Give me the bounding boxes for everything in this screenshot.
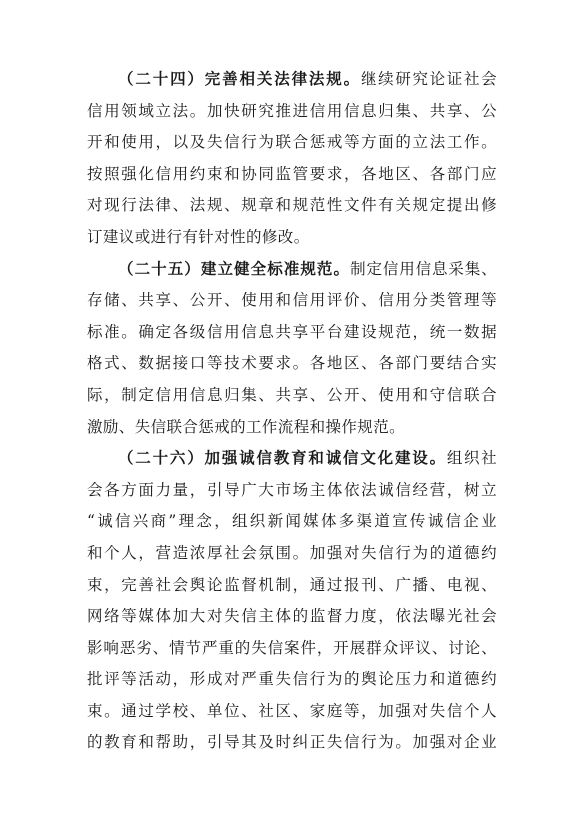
paragraph-24 (87, 64, 497, 254)
document-body (87, 64, 497, 759)
paragraph-line: 的教育和帮助，引导其及时纠正失信行为。加强对企业 (87, 733, 497, 752)
paragraph-line: 存储、共享、公开、使用和信用评价、信用分类管理等 (87, 291, 497, 310)
paragraph-26 (87, 443, 497, 759)
paragraph-line (87, 254, 497, 286)
paragraph-line: 网络等媒体加大对失信主体的监督力度，依法曝光社会 (87, 607, 497, 626)
section-heading: （二十五）建立健全标准规范。 (118, 259, 351, 278)
paragraph-line (87, 64, 497, 96)
paragraph-line (87, 443, 497, 475)
paragraph-text: 制定信用信息采集、 (350, 259, 497, 278)
paragraph-line: 批评等活动，形成对严重失信行为的舆论压力和道德约 (87, 670, 497, 689)
paragraph-line: 束。通过学校、单位、社区、家庭等，加强对失信个人 (87, 701, 497, 720)
section-heading: （二十六）加强诚信教育和诚信文化建设。 (118, 449, 447, 468)
paragraph-line: 际，制定信用信息归集、共享、公开、使用和守信联合 (87, 385, 497, 404)
paragraph-text: 组织社 (446, 449, 497, 468)
section-heading: （二十四）完善相关法律法规。 (118, 70, 361, 88)
paragraph-line: 对现行法律、法规、规章和规范性文件有关规定提出修 (87, 196, 497, 215)
paragraph-line: 激励、失信联合惩戒的工作流程和操作规范。 (87, 417, 406, 436)
paragraph-line: 订建议或进行有针对性的修改。 (87, 227, 310, 246)
paragraph-text: 继续研究论证社会 (361, 70, 497, 88)
paragraph-line: 会各方面力量，引导广大市场主体依法诚信经营，树立 (87, 480, 497, 499)
paragraph-line: 标准。确定各级信用信息共享平台建设规范，统一数据 (87, 322, 497, 341)
paragraph-line: 格式、数据接口等技术要求。各地区、各部门要结合实 (87, 354, 497, 373)
paragraph-line: “诚信兴商”理念，组织新闻媒体多渠道宣传诚信企业 (87, 512, 497, 531)
paragraph-line: 影响恶劣、情节严重的失信案件，开展群众评议、讨论、 (87, 638, 497, 657)
paragraph-line: 和个人，营造浓厚社会氛围。加强对失信行为的道德约 (87, 543, 497, 562)
paragraph-line: 开和使用，以及失信行为联合惩戒等方面的立法工作。 (87, 133, 497, 152)
paragraph-line: 信用领域立法。加快研究推进信用信息归集、共享、公 (87, 101, 497, 120)
paragraph-25 (87, 254, 497, 444)
paragraph-line: 按照强化信用约束和协同监管要求，各地区、各部门应 (87, 164, 497, 183)
paragraph-line: 束，完善社会舆论监督机制，通过报刊、广播、电视、 (87, 575, 497, 594)
